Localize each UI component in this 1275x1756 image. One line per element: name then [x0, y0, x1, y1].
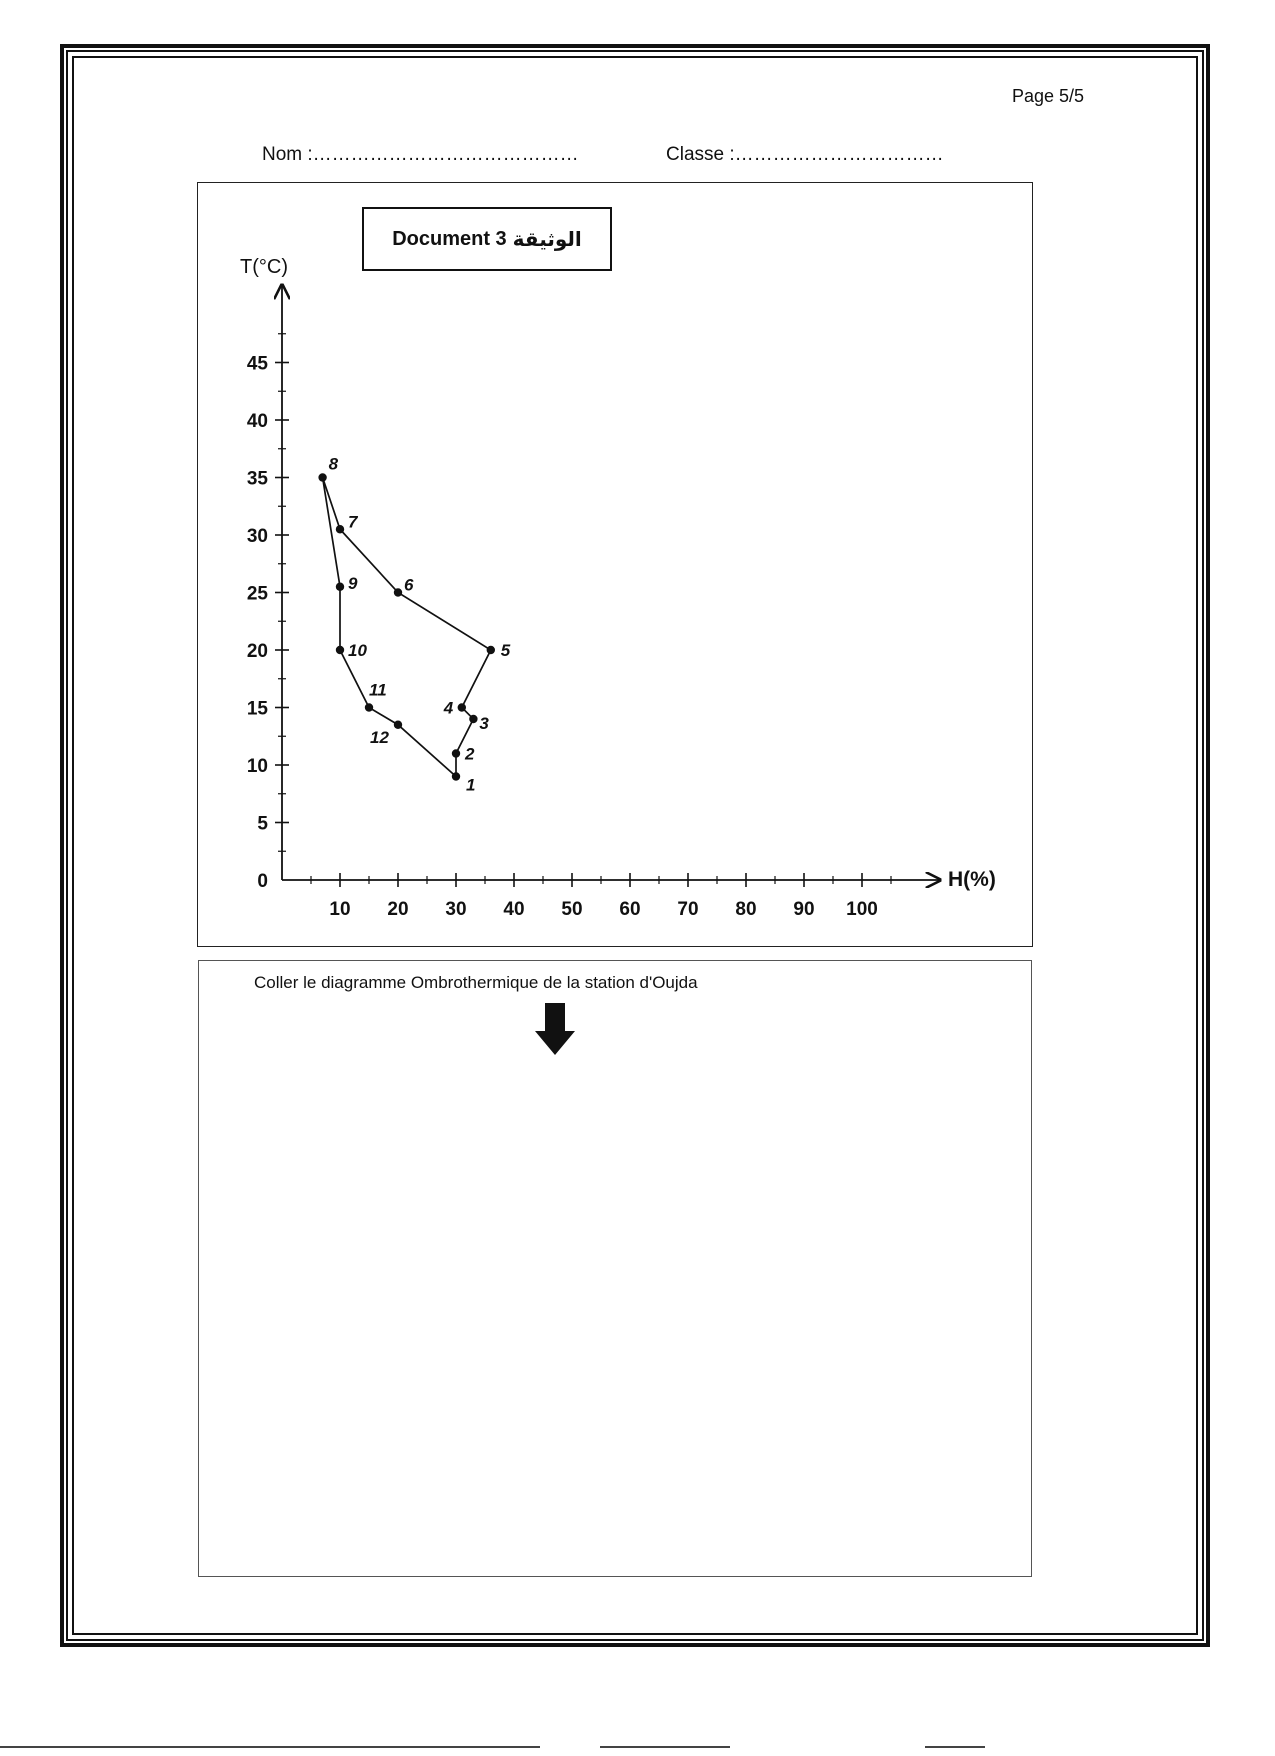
data-point: [336, 583, 344, 591]
data-point: [487, 646, 495, 654]
data-point: [469, 715, 477, 723]
data-point-label: 7: [348, 512, 358, 532]
data-point: [336, 646, 344, 654]
document-label-text: Document 3: [392, 227, 507, 250]
data-point: [365, 703, 373, 711]
axis-ticks: [247, 334, 891, 920]
data-point-label: 4: [443, 698, 454, 718]
data-point-label: 11: [369, 680, 387, 700]
x-tick-label: 90: [793, 899, 815, 920]
y-tick-label: 10: [246, 756, 268, 777]
data-point: [394, 588, 402, 596]
x-tick-label: 80: [735, 899, 757, 920]
x-axis-title: H(%): [948, 868, 996, 891]
y-tick-label: 25: [246, 583, 268, 605]
y-tick-label: 20: [246, 641, 268, 662]
data-point-label: 2: [465, 744, 475, 764]
paste-box: [198, 960, 1032, 1577]
x-tick-label: 20: [387, 899, 409, 920]
y-tick-label: 40: [246, 411, 268, 432]
data-point-label: 5: [500, 641, 511, 660]
data-point-label: 12: [370, 727, 389, 747]
y-tick-label: 35: [246, 468, 268, 490]
data-point-label: 6: [404, 575, 414, 595]
x-tick-label: 60: [619, 899, 641, 920]
data-point-label: 3: [479, 714, 489, 733]
y-tick-label: 5: [257, 813, 268, 835]
data-point: [318, 473, 326, 481]
x-tick-label: 100: [846, 899, 878, 920]
name-field[interactable]: Nom :……………………………………: [262, 144, 579, 165]
data-point-label: 9: [348, 573, 358, 593]
data-point-label: 10: [348, 641, 367, 660]
data-point: [394, 721, 402, 729]
page-number: Page 5/5: [1012, 86, 1085, 106]
x-tick-label: 30: [445, 899, 467, 920]
y-tick-label: 30: [246, 526, 268, 547]
bottom-rule-left: [0, 1746, 540, 1748]
class-field[interactable]: Classe :……………………………: [666, 144, 944, 165]
y-axis-title: T(°C): [240, 256, 288, 278]
x-tick-label: 50: [561, 899, 583, 920]
down-arrow-icon: [535, 1003, 575, 1055]
data-point: [336, 525, 344, 533]
x-tick-label: 70: [677, 899, 699, 920]
y-tick-label: 15: [246, 698, 268, 720]
chart-series: [318, 455, 510, 795]
document-label-arabic: الوثيقة: [512, 227, 582, 251]
data-point-label: 1: [466, 775, 476, 795]
data-point: [452, 772, 460, 780]
x-tick-label: 10: [329, 899, 351, 920]
y-tick-label: 45: [246, 353, 268, 375]
data-point: [458, 703, 466, 711]
axes: [282, 285, 940, 880]
x-tick-label: 40: [503, 899, 525, 920]
y-tick-label: 0: [257, 871, 268, 892]
paste-instruction: Coller le diagramme Ombrothermique de la station d'Oujda: [254, 973, 698, 992]
bottom-rule-right: [925, 1746, 985, 1748]
data-point-label: 8: [328, 454, 339, 474]
bottom-rule-middle: [600, 1746, 730, 1748]
data-point: [452, 749, 460, 757]
